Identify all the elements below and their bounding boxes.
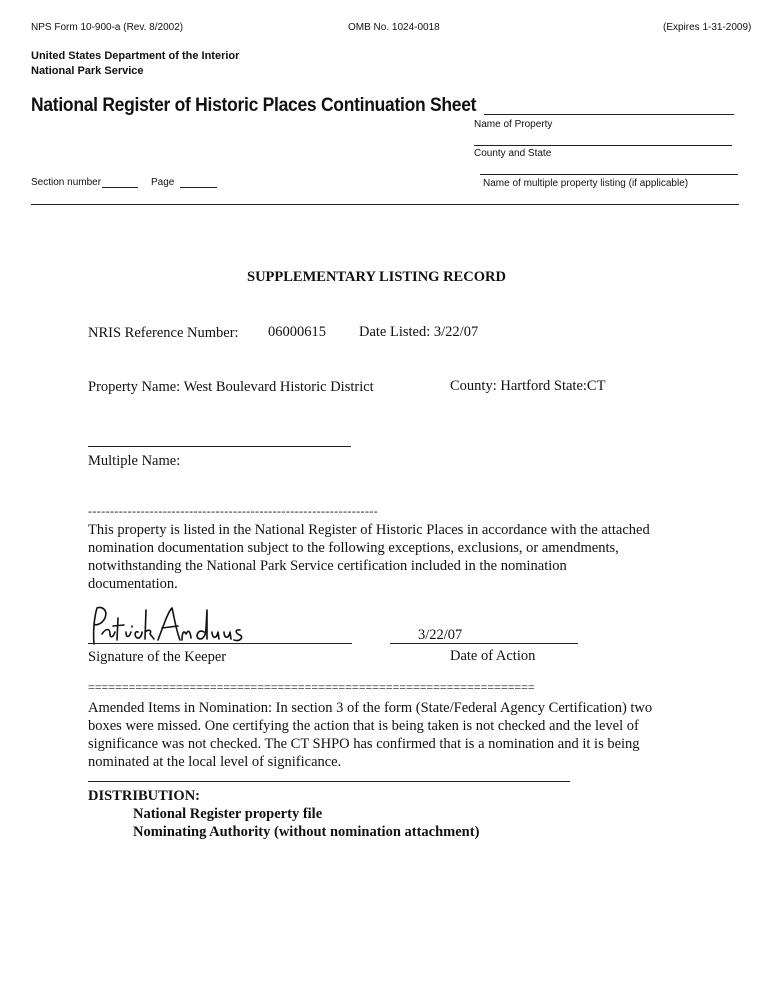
distribution-item: National Register property file (133, 806, 323, 822)
signature-line (88, 643, 352, 644)
record-title: SUPPLEMENTARY LISTING RECORD (247, 269, 506, 285)
name-of-property-label: Name of Property (474, 119, 553, 130)
statement-line: This property is listed in the National Register of Historic Places in accordance with the attached (88, 522, 650, 538)
form-title: National Register of Historic Places Continuation Sheet (31, 95, 477, 116)
date-of-action-label: Date of Action (450, 648, 536, 664)
agency-service: National Park Service (31, 65, 144, 77)
agency-department: United States Department of the Interior (31, 50, 240, 62)
date-of-action-value: 3/22/07 (418, 627, 463, 643)
expiration-date: (Expires 1-31-2009) (663, 22, 752, 33)
amended-divider (88, 781, 570, 782)
section-number-label: Section number (31, 177, 102, 188)
page-line (180, 187, 217, 188)
property-name: Property Name: West Boulevard Historic District (88, 379, 374, 395)
nris-value: 06000615 (268, 324, 326, 340)
amended-line: significance was not checked. The CT SHPO has confirmed that is a nomination and it is being (88, 736, 640, 752)
amended-line: Amended Items in Nomination: In section 3 of the form (State/Federal Agency Certification) two (88, 700, 653, 716)
county-state-line (474, 145, 732, 146)
listing-statement (88, 521, 678, 593)
statement-line: documentation. (88, 576, 178, 592)
amended-line: nominated at the local level of significance. (88, 754, 342, 770)
page-label: Page (151, 177, 175, 188)
signature-label: Signature of the Keeper (88, 649, 227, 665)
county-state: County: Hartford State:CT (450, 378, 606, 394)
header-divider (31, 204, 739, 205)
amended-items (88, 699, 678, 771)
date-listed: Date Listed: 3/22/07 (359, 324, 479, 340)
multiple-name-line (88, 446, 351, 447)
distribution-item: Nominating Authority (without nomination attachment) (133, 824, 480, 840)
multiple-name-label: Multiple Name: (88, 453, 181, 469)
omb-number: OMB No. 1024-0018 (348, 22, 440, 33)
multiple-listing-line (480, 174, 738, 175)
statement-line: nomination documentation subject to the following exceptions, exclusions, or amendments, (88, 540, 619, 556)
statement-line: notwithstanding the National Park Service certification included in the nomination (88, 558, 567, 574)
section-number-line (102, 187, 138, 188)
county-state-label: County and State (474, 148, 552, 159)
multiple-listing-label: Name of multiple property listing (if applicable) (483, 178, 689, 189)
amended-line: boxes were missed. One certifying the action that is being taken is not checked and the level of (88, 718, 639, 734)
dash-separator: ------------------------------------------------------------------ (88, 504, 379, 518)
distribution-heading: DISTRIBUTION: (88, 788, 200, 804)
name-of-property-line (484, 114, 734, 115)
form-id: NPS Form 10-900-a (Rev. 8/2002) (31, 22, 184, 33)
nris-label: NRIS Reference Number: (88, 325, 239, 341)
double-rule-separator: ================================================================== (88, 680, 535, 694)
